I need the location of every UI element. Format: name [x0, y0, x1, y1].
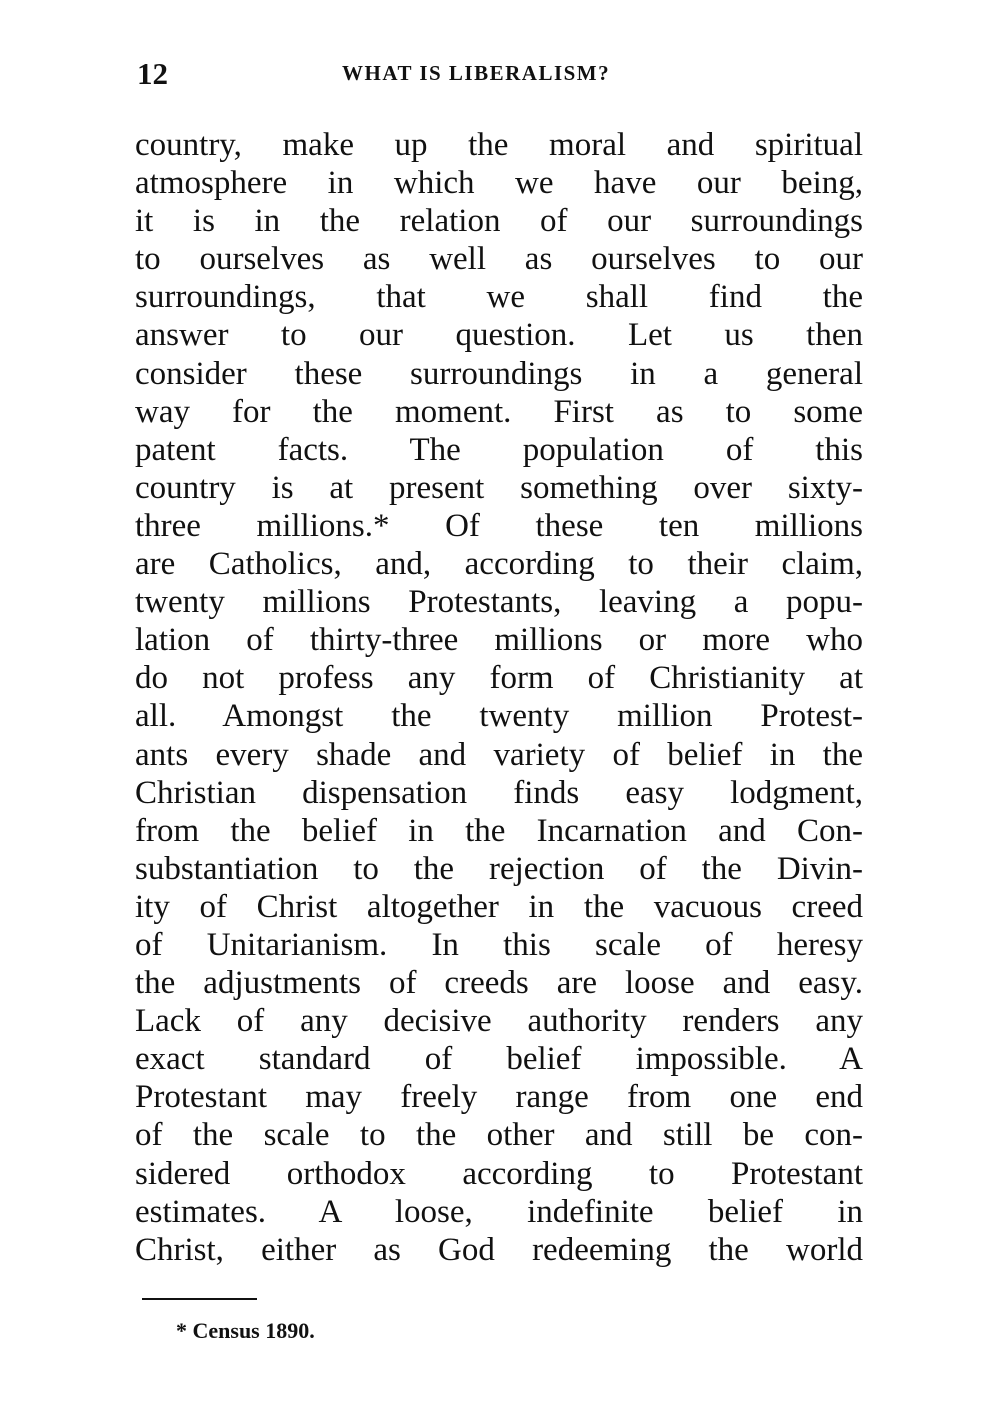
text-line: country, make up the moral and spiritual — [135, 127, 863, 163]
text-line: Christ, either as God redeeming the world — [135, 1231, 863, 1268]
text-line: lation of thirty-three millions or more who — [135, 622, 863, 659]
text-line: country is at present something over sixty- — [135, 469, 863, 506]
text-line: from the belief in the Incarnation and Con- — [135, 812, 863, 849]
text-line: sidered orthodox according to Protestant — [135, 1155, 863, 1192]
text-line: of the scale to the other and still be con- — [135, 1117, 863, 1154]
text-line: of Unitarianism. In this scale of heresy — [135, 926, 863, 963]
text-line: ants every shade and variety of belief in the — [135, 736, 863, 773]
text-line: Lack of any decisive authority renders any — [135, 1003, 863, 1040]
body-text — [135, 126, 863, 1269]
footnote: * Census 1890. — [176, 1318, 315, 1343]
text-line: Christian dispensation finds easy lodgment, — [135, 774, 863, 811]
text-line: way for the moment. First as to some — [135, 393, 863, 430]
text-line: estimates. A loose, indefinite belief in — [135, 1193, 863, 1230]
text-line: three millions.* Of these ten millions — [135, 507, 863, 544]
text-line: all. Amongst the twenty million Protest- — [135, 698, 863, 735]
text-line: the adjustments of creeds are loose and easy. — [135, 965, 863, 1002]
text-line: to ourselves as well as ourselves to our — [135, 241, 863, 278]
text-line: substantiation to the rejection of the Divin- — [135, 850, 863, 887]
text-line: ity of Christ altogether in the vacuous creed — [135, 888, 863, 925]
text-line: twenty millions Protestants, leaving a popu- — [135, 584, 863, 621]
text-line: it is in the relation of our surroundings — [135, 203, 863, 240]
text-line: consider these surroundings in a general — [135, 355, 863, 392]
text-line: exact standard of belief impossible. A — [135, 1041, 863, 1078]
text-line: surroundings, that we shall find the — [135, 279, 863, 316]
page-number: 12 — [137, 56, 168, 91]
running-head-title: WHAT IS LIBERALISM? — [342, 61, 611, 85]
text-line: are Catholics, and, according to their claim, — [135, 546, 863, 583]
text-line: Protestant may freely range from one end — [135, 1079, 863, 1116]
text-line: answer to our question. Let us then — [135, 317, 863, 354]
text-line: patent facts. The population of this — [135, 431, 863, 468]
text-line: do not profess any form of Christianity at — [135, 660, 863, 697]
text-line: atmosphere in which we have our being, — [135, 165, 863, 202]
footnote-rule — [142, 1298, 257, 1300]
